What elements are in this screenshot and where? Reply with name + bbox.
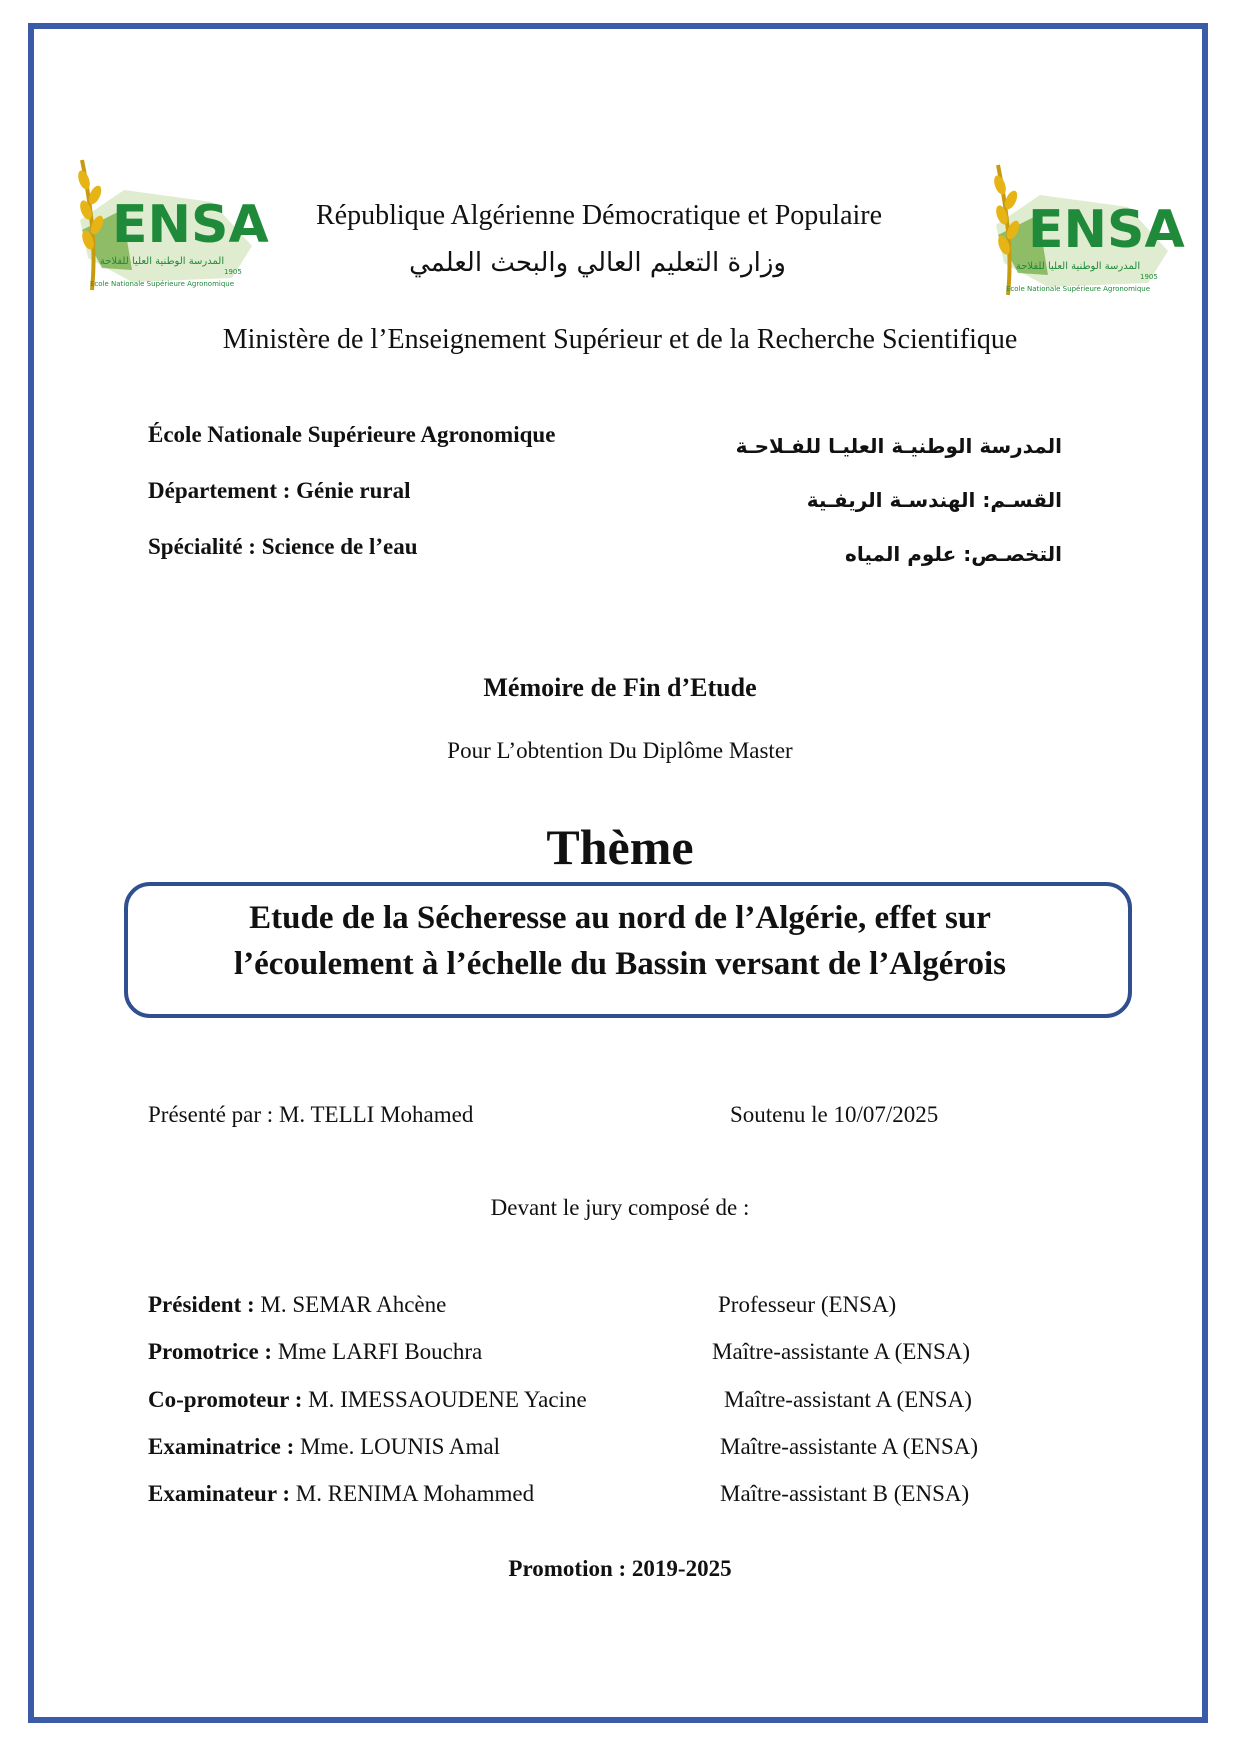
jury-title: Maître-assistante A (ENSA): [712, 1339, 971, 1364]
jury-intro: Devant le jury composé de :: [490, 1195, 750, 1220]
department-name-arabic: القسـم: الهندسـة الريفـية: [806, 488, 1062, 512]
logo-year: 1905: [224, 268, 242, 276]
promotion-years: Promotion : 2019-2025: [508, 1556, 732, 1581]
jury-member: [148, 1339, 482, 1365]
jury-title: Maître-assistante A (ENSA): [720, 1434, 979, 1459]
jury-role: Co-promoteur :: [148, 1387, 303, 1412]
jury-title: Maître-assistant A (ENSA): [724, 1387, 972, 1412]
jury-member: [148, 1481, 534, 1507]
presented-label: Présenté par :: [148, 1102, 274, 1127]
memoire-title: Mémoire de Fin d’Etude: [483, 673, 757, 702]
speciality-name: Spécialité : Science de l’eau: [148, 534, 418, 559]
jury-member: [148, 1434, 500, 1460]
jury-title: Professeur (ENSA): [718, 1292, 897, 1317]
ensa-logo-graphic: [978, 155, 1188, 315]
school-name: École Nationale Supérieure Agronomique: [148, 422, 556, 447]
jury-name: M. SEMAR Ahcène: [260, 1292, 447, 1317]
theme-label: Thème: [546, 819, 694, 875]
jury-title: Maître-assistant B (ENSA): [720, 1481, 970, 1506]
wheat-ear-icon: [992, 165, 1022, 295]
republic-title: République Algérienne Démocratique et Populaire: [316, 200, 883, 231]
ministry-title-arabic: وزارة التعليم العالي والبحث العلمي: [409, 248, 786, 278]
department-name: Département : Génie rural: [148, 478, 411, 503]
ensa-logo-left: [62, 150, 272, 310]
jury-member: [148, 1292, 446, 1318]
jury-member: [148, 1387, 587, 1413]
ministry-title: Ministère de l’Enseignement Supérieur et de la Recherche Scientifique: [222, 324, 1018, 355]
presented-by: [148, 1102, 473, 1128]
jury-role: Président :: [148, 1292, 255, 1317]
logo-arabic: المدرسة الوطنية العليا للفلاحة: [99, 256, 225, 267]
theme-title-line-2: l’écoulement à l’échelle du Bassin versant de l’Algérois: [233, 946, 1007, 982]
presented-name: M. TELLI Mohamed: [278, 1102, 474, 1127]
logo-subtitle: Ecole Nationale Supérieure Agronomique: [89, 280, 235, 288]
jury-role: Examinateur :: [148, 1481, 291, 1506]
logo-subtitle: Ecole Nationale Supérieure Agronomique: [1005, 285, 1151, 293]
jury-role: Examinatrice :: [148, 1434, 295, 1459]
ensa-logo-graphic: [62, 150, 272, 310]
jury-role: Promotrice :: [148, 1339, 273, 1364]
memoire-subtitle: Pour L’obtention Du Diplôme Master: [447, 738, 793, 763]
theme-title-line-1: Etude de la Sécheresse au nord de l’Algérie, effet sur: [249, 900, 991, 936]
logo-title: ENSA: [1028, 200, 1185, 260]
jury-name: M. RENIMA Mohammed: [295, 1481, 535, 1506]
logo-title: ENSA: [112, 195, 269, 255]
wheat-ear-icon: [76, 160, 106, 290]
jury-name: Mme. LOUNIS Amal: [300, 1434, 500, 1459]
ensa-logo-right: [978, 155, 1188, 315]
speciality-name-arabic: التخصـص: علوم المياه: [845, 542, 1062, 566]
logo-arabic: المدرسة الوطنية العليا للفلاحة: [1015, 261, 1141, 272]
school-name-arabic: المدرسة الوطنيـة العليـا للفـلاحـة: [735, 434, 1062, 458]
defense-date: Soutenu le 10/07/2025: [730, 1102, 939, 1127]
jury-name: Mme LARFI Bouchra: [277, 1339, 483, 1364]
jury-name: M. IMESSAOUDENE Yacine: [308, 1387, 587, 1412]
logo-year: 1905: [1140, 273, 1158, 281]
